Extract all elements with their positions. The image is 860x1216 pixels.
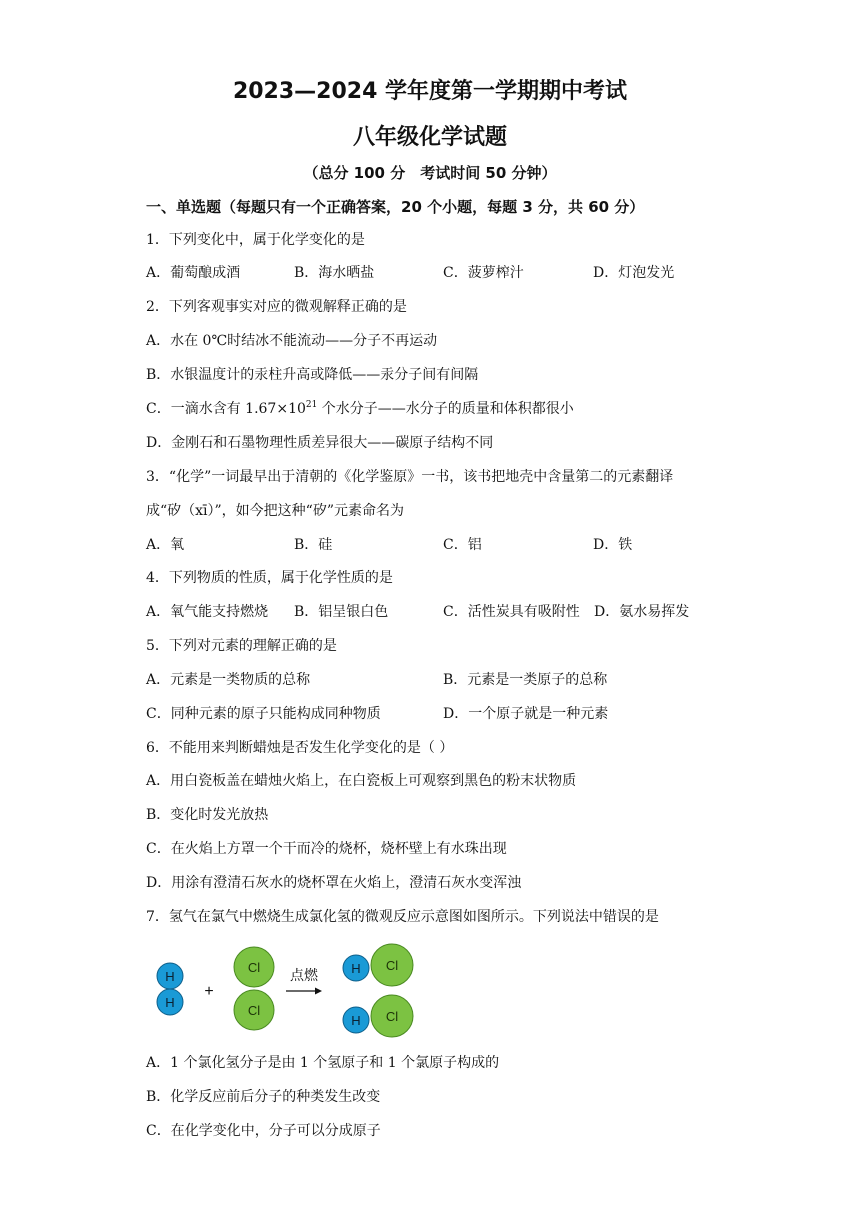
q1-option-c: C．菠萝榨汁 (443, 265, 524, 281)
q5-option-d: D．一个原子就是一种元素 (443, 706, 609, 722)
q7-option-b: B．化学反应前后分子的种类发生改变 (146, 1089, 381, 1105)
q6-option-d: D．用涂有澄清石灰水的烧杯罩在火焰上，澄清石灰水变浑浊 (146, 875, 522, 891)
q1-option-a: A．葡萄酿成酒 (146, 265, 241, 281)
section-heading: 一、单选题（每题只有一个正确答案，20 个小题，每题 3 分，共 60 分） (146, 198, 645, 216)
exam-subtitle: 八年级化学试题 (352, 125, 507, 150)
q4-option-c: C．活性炭具有吸附性 (443, 604, 580, 620)
q3-option-b: B．硅 (294, 537, 333, 553)
q3-option-d: D．铁 (593, 537, 633, 553)
q2-option-c-exponent: 21 (305, 400, 318, 410)
q2-option-b: B．水银温度计的汞柱升高或降低——汞分子间有间隔 (146, 367, 479, 383)
cl-atom-label: Cl (385, 1009, 399, 1024)
plus-sign: + (204, 983, 214, 1000)
q4-option-d: D．氨水易挥发 (594, 604, 690, 620)
q3-option-a: A．氧 (146, 537, 185, 553)
q1-option-b: B．海水晒盐 (294, 265, 375, 281)
q5-stem: 5．下列对元素的理解正确的是 (146, 638, 337, 654)
q6-option-c: C．在火焰上方罩一个干而冷的烧杯，烧杯壁上有水珠出现 (146, 841, 507, 857)
q3-stem-line1: 3．“化学”一词最早出于清朝的《化学鉴原》一书，该书把地壳中含量第二的元素翻译 (146, 469, 674, 485)
exam-title: 2023—2024 学年度第一学期期中考试 (232, 79, 628, 104)
exam-info: （总分 100 分 考试时间 50 分钟） (303, 164, 557, 182)
q7-option-a: A．1 个氯化氢分子是由 1 个氢原子和 1 个氯原子构成的 (146, 1055, 500, 1071)
q5-option-a: A．元素是一类物质的总称 (146, 672, 311, 688)
reaction-arrow-head (315, 988, 322, 995)
q2-option-c-post: 个水分子——水分子的质量和体积都很小 (317, 401, 574, 417)
q6-stem: 6．不能用来判断蜡烛是否发生化学变化的是（ ） (146, 740, 454, 756)
q7-stem: 7．氢气在氯气中燃烧生成氯化氢的微观反应示意图如图所示。下列说法中错误的是 (146, 909, 659, 925)
q2-option-a: A．水在 0℃时结冰不能流动——分子不再运动 (146, 333, 438, 349)
q7-option-c: C．在化学变化中，分子可以分成原子 (146, 1123, 381, 1139)
q2-stem: 2．下列客观事实对应的微观解释正确的是 (146, 299, 407, 315)
q3-stem-line2: 成“矽（xī）”，如今把这种“矽”元素命名为 (146, 503, 405, 519)
h-atom-label: H (351, 1013, 361, 1028)
q1-stem: 1．下列变化中，属于化学变化的是 (146, 232, 365, 248)
h-atom-label: H (351, 961, 361, 976)
h-atom-label: H (165, 995, 175, 1010)
reaction-condition: 点燃 (290, 968, 318, 984)
q4-option-b: B．铝呈银白色 (294, 604, 389, 620)
q2-option-c (146, 400, 574, 418)
q3-option-c: C．铝 (443, 537, 482, 553)
cl-atom-label: Cl (247, 960, 261, 975)
q4-stem: 4．下列物质的性质，属于化学性质的是 (146, 570, 393, 586)
q2-option-d: D．金刚石和石墨物理性质差异很大——碳原子结构不同 (146, 435, 494, 451)
q5-option-c: C．同种元素的原子只能构成同种物质 (146, 706, 381, 722)
q2-option-c-pre: C．一滴水含有 1.67×10 (146, 401, 306, 417)
q6-option-a: A．用白瓷板盖在蜡烛火焰上，在白瓷板上可观察到黑色的粉末状物质 (146, 773, 577, 789)
cl-atom-label: Cl (385, 958, 399, 973)
q1-option-d: D．灯泡发光 (593, 265, 675, 281)
q4-option-a: A．氧气能支持燃烧 (146, 604, 269, 620)
reaction-diagram (146, 940, 436, 1040)
cl-atom-label: Cl (247, 1003, 261, 1018)
q6-option-b: B．变化时发光放热 (146, 807, 269, 823)
q5-option-b: B．元素是一类原子的总称 (443, 672, 608, 688)
h-atom-label: H (165, 969, 175, 984)
